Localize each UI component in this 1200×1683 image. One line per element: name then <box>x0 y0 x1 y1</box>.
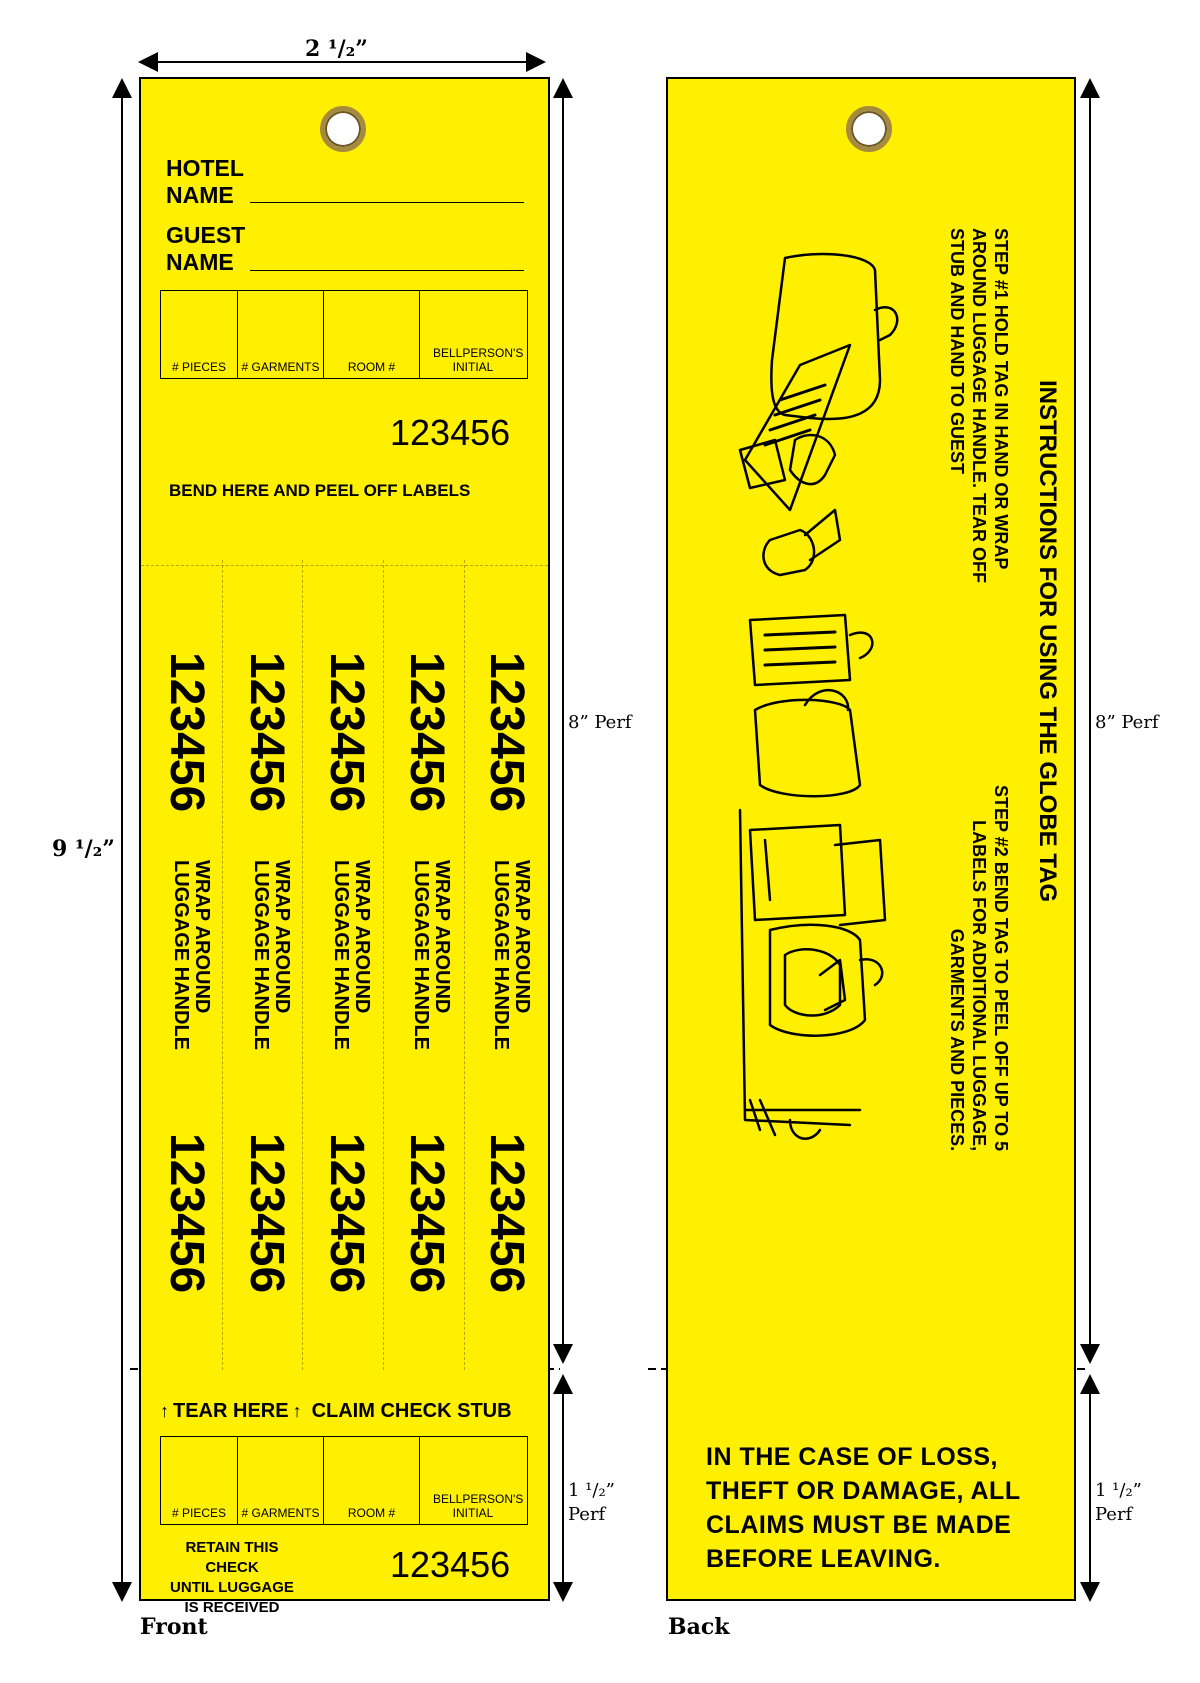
strip-perforation <box>383 560 384 1370</box>
luggage-illustration <box>730 240 950 1230</box>
back-caption: Back <box>668 1614 730 1640</box>
front-perf-bottom-label-1: 1 ¹/₂” <box>568 1480 615 1501</box>
guest-name-field[interactable] <box>250 270 524 271</box>
width-label: 2 ¹/₂” <box>305 36 368 62</box>
hotel-label-2: NAME <box>166 182 234 208</box>
front-perf-top-label: 8” Perf <box>568 712 632 733</box>
strip-number-top: 123456 <box>160 652 213 813</box>
strip-wrap-instruction: WRAP AROUND LUGGAGE HANDLE <box>250 860 293 1050</box>
strip-wrap-instruction: WRAP AROUND LUGGAGE HANDLE <box>410 860 453 1050</box>
stub-grid <box>160 1436 528 1525</box>
garments-cell[interactable]: # GARMENTS <box>238 291 324 378</box>
strip-number-top: 123456 <box>240 652 293 813</box>
grommet-hole <box>320 106 366 152</box>
info-grid <box>160 290 528 379</box>
stub-header <box>160 1400 512 1423</box>
stub-garments-cell[interactable]: # GARMENTS <box>238 1437 324 1524</box>
back-perf-bottom-label-1: 1 ¹/₂” <box>1095 1480 1142 1501</box>
claims-notice: IN THE CASE OF LOSS, THEFT OR DAMAGE, ALL CLAIMS MUST BE MADE BEFORE LEAVING. <box>706 1443 1021 1573</box>
hotel-name-field[interactable] <box>250 202 524 203</box>
front-perf-bottom-label-2: Perf <box>568 1504 606 1525</box>
strip-wrap-instruction: WRAP AROUND LUGGAGE HANDLE <box>330 860 373 1050</box>
strip-number-top: 123456 <box>320 652 373 813</box>
retain-notice: RETAIN THIS CHECK UNTIL LUGGAGE IS RECEIVED <box>170 1539 294 1616</box>
strip-number-bottom: 123456 <box>480 1133 533 1294</box>
arrow-up-icon: ↑ <box>160 1401 169 1421</box>
back-perf-top-label: 8” Perf <box>1095 712 1159 733</box>
room-cell[interactable]: ROOM # <box>324 291 420 378</box>
stub-bellperson-cell[interactable]: BELLPERSON'S INITIAL <box>433 1492 524 1520</box>
strip-perforation <box>222 560 223 1370</box>
guest-label-1: GUEST <box>166 222 246 248</box>
hotel-label-1: HOTEL <box>166 155 244 181</box>
pieces-cell[interactable]: # PIECES <box>161 291 238 378</box>
strip-wrap-instruction: WRAP AROUND LUGGAGE HANDLE <box>170 860 213 1050</box>
strip-number-bottom: 123456 <box>400 1133 453 1294</box>
stub-serial-number: 123456 <box>390 1544 511 1585</box>
height-label: 9 ¹/₂” <box>52 836 115 862</box>
bellperson-cell[interactable]: BELLPERSON'S INITIAL <box>433 346 524 374</box>
strip-number-bottom: 123456 <box>160 1133 213 1294</box>
bend-line <box>141 565 548 566</box>
stub-title: CLAIM CHECK STUB <box>311 1400 512 1422</box>
step2-instructions: STEP #2 BEND TAG TO PEEL OFF UP TO 5 LABELS FOR ADDITIONAL LUGGAGE, GARMENTS AND PIECES. <box>947 785 1011 1152</box>
back-perf-bottom-label-2: Perf <box>1095 1504 1133 1525</box>
strip-number-bottom: 123456 <box>320 1133 373 1294</box>
tear-here-label: TEAR HERE <box>173 1400 289 1422</box>
front-caption: Front <box>140 1614 208 1640</box>
bend-instruction: BEND HERE AND PEEL OFF LABELS <box>169 481 471 500</box>
strip-number-top: 123456 <box>480 652 533 813</box>
stub-room-cell[interactable]: ROOM # <box>324 1437 420 1524</box>
arrow-up-icon: ↑ <box>292 1401 302 1421</box>
step1-instructions: STEP #1 HOLD TAG IN HAND OR WRAP AROUND LUGGAGE HANDLE. TEAR OFF STUB AND HAND TO GUEST <box>947 228 1011 583</box>
grommet-hole <box>846 106 892 152</box>
instructions-title: INSTRUCTIONS FOR USING THE GLOBE TAG <box>1034 380 1061 903</box>
stub-pieces-cell[interactable]: # PIECES <box>161 1437 238 1524</box>
strip-perforation <box>464 560 465 1370</box>
strip-perforation <box>302 560 303 1370</box>
strip-wrap-instruction: WRAP AROUND LUGGAGE HANDLE <box>490 860 533 1050</box>
serial-number: 123456 <box>390 412 511 453</box>
guest-label-2: NAME <box>166 249 234 275</box>
strip-number-top: 123456 <box>400 652 453 813</box>
strip-number-bottom: 123456 <box>240 1133 293 1294</box>
